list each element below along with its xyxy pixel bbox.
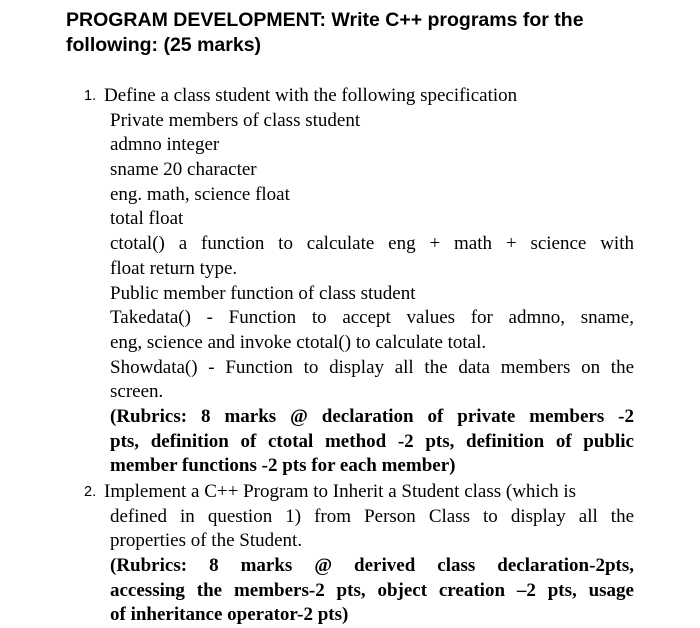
question-2-number: 2.: [84, 484, 97, 500]
question-2-body: [110, 505, 634, 628]
question-1-line: float return type.: [110, 257, 238, 279]
question-2-rubric-line: (Rubrics: 8 marks @ derived class declaration-2pts,: [110, 555, 634, 577]
question-1-line: eng, science and invoke ctotal() to calculate total.: [110, 331, 487, 353]
question-1-rubric-line: pts, definition of ctotal method -2 pts, definition of public: [110, 430, 634, 452]
question-1-number: 1.: [84, 88, 97, 104]
question-1-rubric-line: (Rubrics: 8 marks @ declaration of private members -2: [110, 405, 634, 427]
question-1-line: Takedata() - Function to accept values for admno, sname,: [110, 307, 634, 329]
question-1-line: eng. math, science float: [110, 183, 290, 205]
question-1-line: sname 20 character: [110, 159, 257, 181]
question-2-rubric-line: accessing the members-2 pts, object creation –2 pts, usage: [110, 579, 634, 601]
question-2-line: properties of the Student.: [110, 530, 303, 552]
question-1-rubric-line: member functions -2 pts for each member): [110, 455, 456, 477]
question-1-line: Private members of class student: [110, 109, 361, 131]
question-1-body: [110, 109, 634, 479]
question-1-line: admno integer: [110, 134, 220, 156]
heading-line-1: PROGRAM DEVELOPMENT: Write C++ programs for the: [66, 9, 584, 31]
heading-line-2: following: (25 marks): [66, 33, 262, 56]
question-2-line: defined in question 1) from Person Class to display all the: [110, 505, 634, 527]
question-1-first-line: Define a class student with the following specification: [104, 85, 518, 106]
question-1-line: screen.: [110, 381, 164, 403]
question-1-line: Showdata() - Function to display all the data members on the: [110, 356, 634, 378]
question-1-line: total float: [110, 208, 184, 230]
question-1-line: ctotal() a function to calculate eng + math + science with: [110, 233, 634, 255]
question-2-first-line: Implement a C++ Program to Inherit a Student class (which is: [104, 481, 577, 502]
assignment-heading: [66, 8, 666, 57]
question-1-line: Public member function of class student: [110, 282, 416, 304]
question-2-rubric-line: of inheritance operator-2 pts): [110, 604, 349, 626]
